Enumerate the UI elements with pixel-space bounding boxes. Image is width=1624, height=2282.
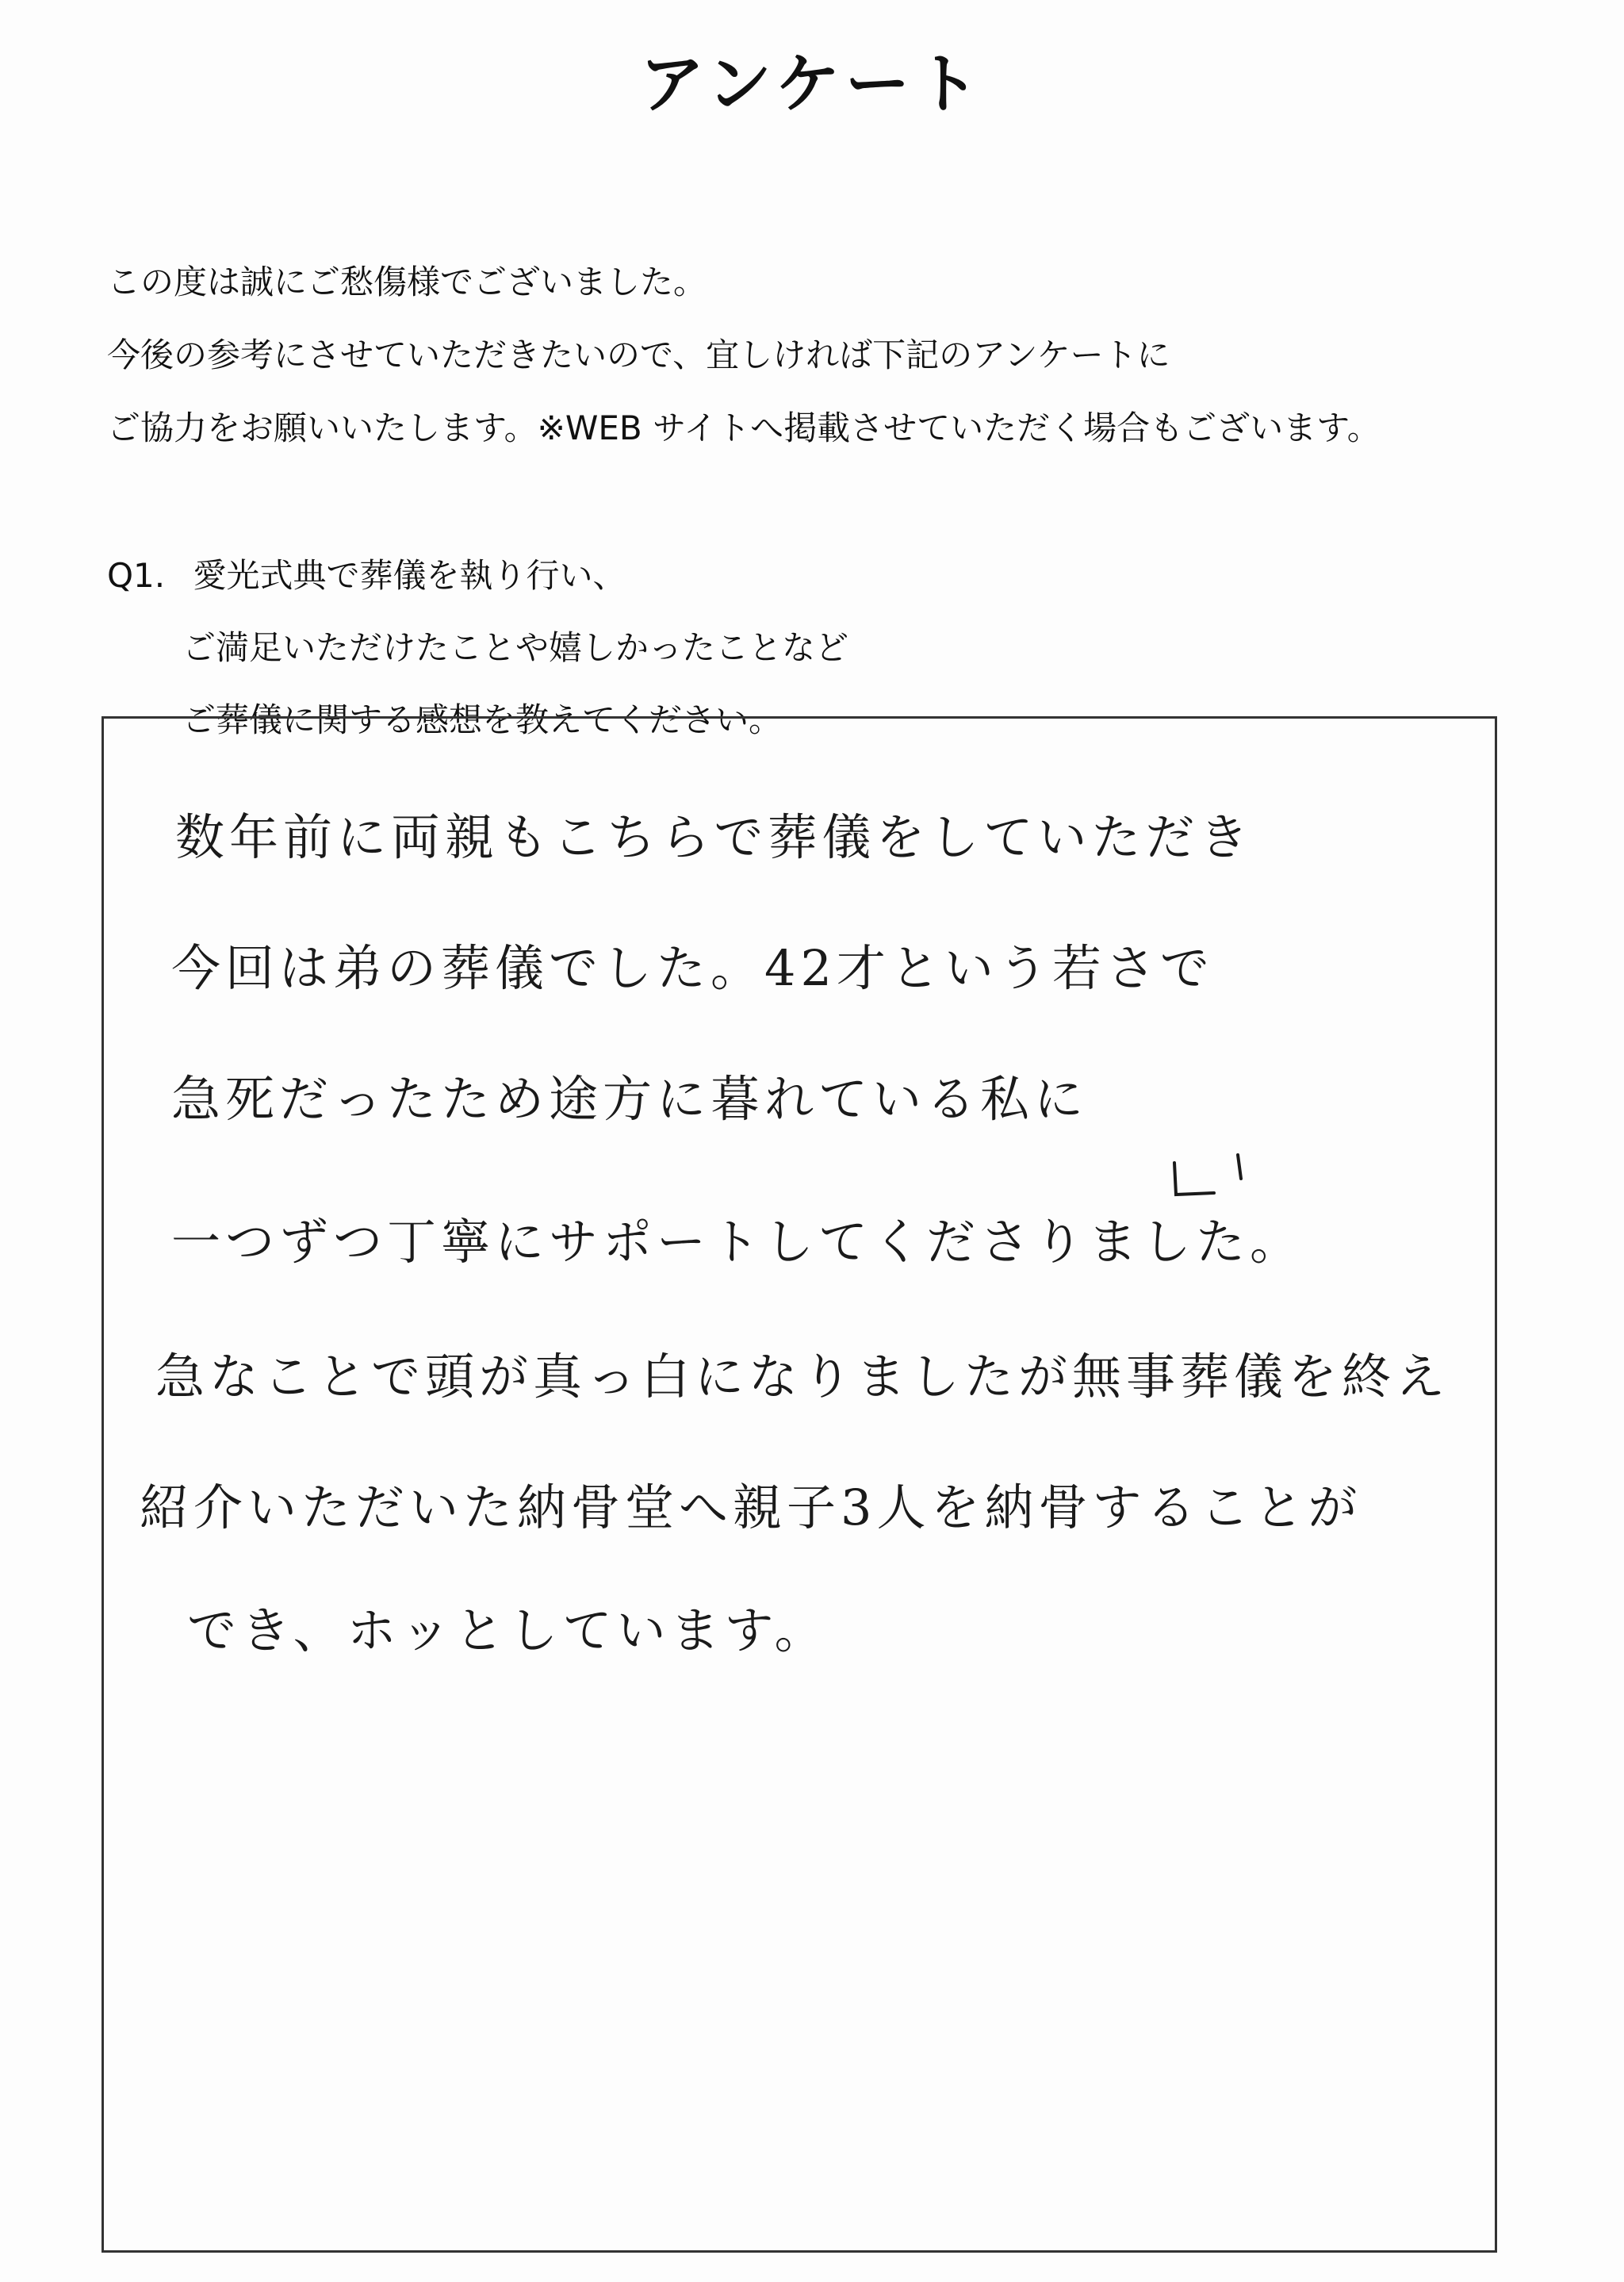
answer-line: 急死だったため途方に暮れている私に [171,1070,1089,1128]
question-label: Q1. [107,556,166,595]
question-first-line [107,539,1550,612]
page-title: アンケート [639,47,985,122]
answer-line: 一つずつ丁寧にサポートしてくださりました。 [171,1213,1304,1271]
question-text-line: 愛光式典で葬儀を執り行い、 [193,556,626,595]
intro-line: ご協力をお願いいたします。※WEB サイトへ掲載させていただく場合もございます。 [107,408,1381,447]
intro-text [107,246,1550,465]
handwritten-answer [104,719,1495,2250]
intro-line: 今後の参考にさせていただきたいので、宜しければ下記のアンケートに [107,336,1170,374]
answer-line: 数年前に両親もこちらで葬儀をしていただき [175,808,1254,866]
question-text-line: ご満足いただけたことや嬉しかったことなど [182,628,849,667]
answer-line: 今回は弟の葬儀でした。42才という若さで [171,939,1214,997]
insertion-mark-icon [1159,1147,1254,1210]
question-text-line: ご葬儀に関する感想を教えてください。 [182,700,783,739]
intro-line: この度は誠にご愁傷様でございました。 [107,263,707,301]
answer-line: 紹介いただいた納骨堂へ親子3人を納骨することが [140,1479,1362,1536]
answer-line: でき、ホッとしています。 [187,1601,829,1659]
answer-line: 急なことで頭が真っ白になりましたが無事葬儀を終え [155,1348,1450,1406]
answer-box [102,716,1497,2253]
